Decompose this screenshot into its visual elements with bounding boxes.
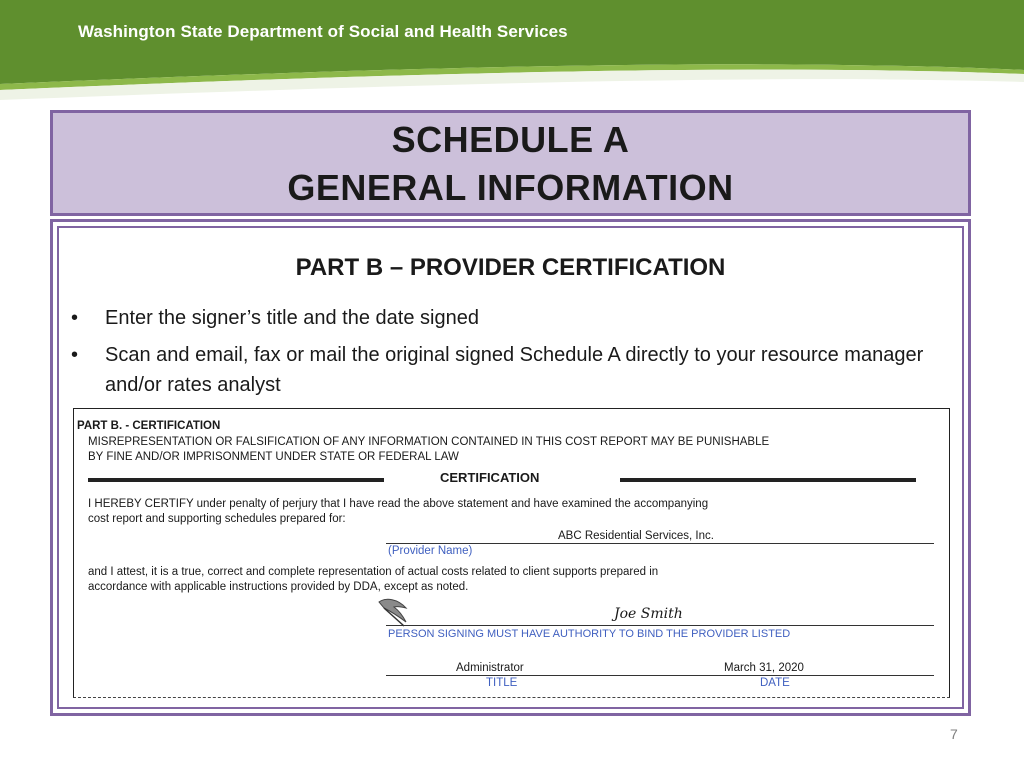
form-certification-heading: CERTIFICATION: [440, 470, 540, 485]
bullet-text: Scan and email, fax or mail the original signed Schedule A directly to your resource manager and/or rates analyst: [105, 344, 924, 396]
form-divider-left: [88, 478, 384, 482]
header-banner: [0, 0, 1024, 100]
form-warning-line1: MISREPRESENTATION OR FALSIFICATION OF ANY INFORMATION CONTAINED IN THIS COST REPORT MAY BE PUNISHABLE: [88, 436, 770, 448]
org-name: Washington State Department of Social and Health Services: [78, 22, 568, 41]
page-number: 7: [950, 726, 958, 742]
bullet-icon: •: [71, 344, 79, 366]
list-item: [67, 303, 967, 333]
slide-title: SCHEDULE A: [391, 119, 630, 160]
form-part-label: PART B. - CERTIFICATION: [77, 420, 221, 432]
form-provider-name-value: ABC Residential Services, Inc.: [558, 530, 714, 542]
form-date-value: March 31, 2020: [724, 662, 804, 674]
form-date-label: DATE: [760, 677, 790, 689]
bullet-icon: •: [71, 307, 79, 329]
form-warning-line2: BY FINE AND/OR IMPRISONMENT UNDER STATE OR FEDERAL LAW: [88, 451, 459, 463]
form-certify-line2: cost report and supporting schedules prepared for:: [88, 513, 346, 525]
form-provider-line: [386, 543, 934, 544]
form-provider-name-label: (Provider Name): [388, 545, 473, 557]
form-title-value: Administrator: [456, 662, 524, 674]
section-heading: PART B – PROVIDER CERTIFICATION: [295, 254, 726, 281]
content-box: [50, 219, 971, 716]
form-title-date-line: [386, 675, 934, 676]
form-title-label: TITLE: [486, 677, 518, 689]
bullet-list: [67, 303, 967, 407]
form-signature-label: PERSON SIGNING MUST HAVE AUTHORITY TO BIND THE PROVIDER LISTED: [388, 628, 791, 640]
slide-subtitle: GENERAL INFORMATION: [287, 167, 734, 208]
banner-swoosh: [0, 0, 1024, 100]
form-signature: Joe Smith: [614, 606, 683, 622]
form-signature-line: [386, 625, 934, 626]
list-item: [67, 340, 967, 400]
certification-form-image: [73, 408, 950, 698]
content-inner-border: [57, 226, 964, 709]
bullet-text: Enter the signer’s title and the date signed: [105, 307, 479, 329]
form-divider-right: [620, 478, 916, 482]
form-attest-line1: and I attest, it is a true, correct and complete representation of actual costs related to client supports prepared in: [88, 566, 659, 578]
form-certify-line1: I HEREBY CERTIFY under penalty of perjury that I have read the above statement and have examined the accompanying: [88, 498, 709, 510]
form-attest-line2: accordance with applicable instructions provided by DDA, except as noted.: [88, 581, 469, 593]
slide-title-box: [50, 110, 971, 216]
